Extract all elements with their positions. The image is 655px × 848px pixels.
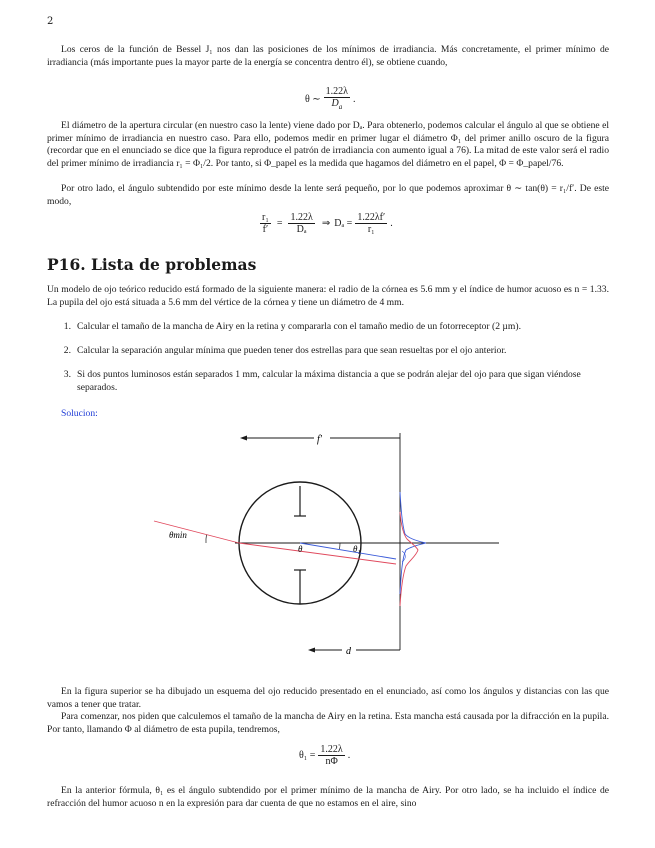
d-arrowhead <box>308 648 315 653</box>
eq2-lhs2: Dₐ = <box>334 218 353 229</box>
ray-incoming <box>154 521 239 543</box>
theta1-arc <box>340 543 341 549</box>
paragraph-refractive-index: En la anterior fórmula, θ₁ es el ángulo subtendido por el primer mínimo de la mancha de Airy. Por otro lado, se ha incluido el índice de refracción del humor acuoso n en la expresión para dar cuenta de que no estamos en el aire, sino <box>47 785 609 809</box>
eq2-tail: . <box>390 218 393 229</box>
problem-item: 2. Calcular la separación angular mínima que pueden tener dos estrellas para que sean resueltas por el ojo anterior. <box>63 345 507 356</box>
eq1-fraction <box>324 86 350 113</box>
section-title: P16. Lista de problemas <box>47 255 257 274</box>
label-theta-min: θmin <box>169 530 187 540</box>
eq3-lhs: θ₁ = <box>299 750 316 761</box>
paragraph-aperture-diameter: El diámetro de la apertura circular (en nuestro caso la lente) viene dado por Dₐ. Para obtenerlo, podemos calcular el ángulo al que se obtiene el primer mínimo de irradiancia en nuestro caso. Para ello, podemos medir en primer lugar el diámetro Φ₁ del primer anillo oscuro de la figura (recordar que en el enunciado se dice que la figura reproduce el patrón de irradiancia con aumento igual a 76). La mitad de este valor será el radio del primer mínimo de irradiancia r₁ = Φ₁/2. Por tanto, si Φ_papel es la medida que hagamos del diámetro en el papel, Φ = Φ_papel/76. <box>47 120 609 169</box>
irradiance-curve-red <box>400 512 418 606</box>
paragraph-figure-description: En la figura superior se ha dibujado un esquema del ojo reducido presentado en el enunciado, así como los ángulos y distancias con las que vamos a tener que tratar. <box>47 686 609 710</box>
eq2-fraction-3: $\frac{1.22\lambda f'}{\text{r₁}}$ <box>357 212 386 235</box>
label-fprime: f′ <box>317 434 322 445</box>
problem-item: 1. Calcular el tamaño de la mancha de Airy en la retina y compararla con el tamaño medio de un fotorreceptor (2 µm). <box>63 321 521 332</box>
problem-item: 3. Si dos puntos luminosos están separados 1 mm, calcular la máxima distancia a que se podrán alejar del ojo para que sigan viéndose separados. <box>63 369 581 393</box>
eq2-fraction-2: $\frac{1.22\lambda}{\text{Dₐ}}$ <box>290 212 313 235</box>
eq1-tail: . <box>353 94 356 105</box>
label-theta: θ <box>298 544 303 554</box>
equation-theta-airy <box>305 86 356 113</box>
paragraph-bessel-zeros: Los ceros de la función de Bessel J₁ nos dan las posiciones de los mínimos de irradiancia. Más concretamente, el primer mínimo de irradiancia (más importante pues la mayor parte de la energía se concentra dentro él), se obtiene cuando, <box>47 44 609 68</box>
eq2-implies: ⇒ <box>321 218 331 229</box>
eq3-tail: . <box>347 750 351 761</box>
paragraph-small-angle: Por otro lado, el ángulo subtendido por este mínimo desde la lente será pequeño, por lo que podemos aproximar θ ∼ tan(θ) = r₁/f′. De este modo, <box>47 183 609 207</box>
equation-aperture-diameter <box>257 212 393 235</box>
problem-statement: Un modelo de ojo teórico reducido está formado de la siguiente manera: el radio de la córnea es 5.6 mm y el índice de humor acuoso es n = 1.33. La pupila del ojo está situada a 5.6 mm del vértice de la córnea y tiene un diámetro de 4 mm. <box>47 284 609 308</box>
solution-label: Solucion: <box>61 408 98 419</box>
eq2-fraction-1: $\frac{\text{r₁}}{f'}$ <box>262 212 269 235</box>
label-theta1: θ₁ <box>353 544 361 554</box>
equation-theta1 <box>299 744 350 767</box>
eq2-equals: = <box>276 218 283 229</box>
theta-min-arc <box>206 535 207 543</box>
page-number: 2 <box>47 16 54 27</box>
eq3-fraction: $\frac{1.22\lambda}{n\Phi}$ <box>320 744 343 767</box>
ray-refracted-blue <box>300 543 396 559</box>
eq1-numerator: 1.22λ <box>325 86 349 97</box>
paragraph-airy-spot: Para comenzar, nos piden que calculemos el tamaño de la mancha de Airy en la retina. Esta mancha está causada por la difracción en la pupila. Por tanto, llamando Φ al diámetro de esta pupila, tendremos, <box>47 711 609 735</box>
eq1-lhs: θ ∼ <box>305 94 321 105</box>
label-d: d <box>346 646 351 657</box>
fprime-arrowhead <box>240 436 247 441</box>
eq1-denominator: $D_a$ <box>331 98 343 111</box>
eye-diagram <box>150 428 510 660</box>
